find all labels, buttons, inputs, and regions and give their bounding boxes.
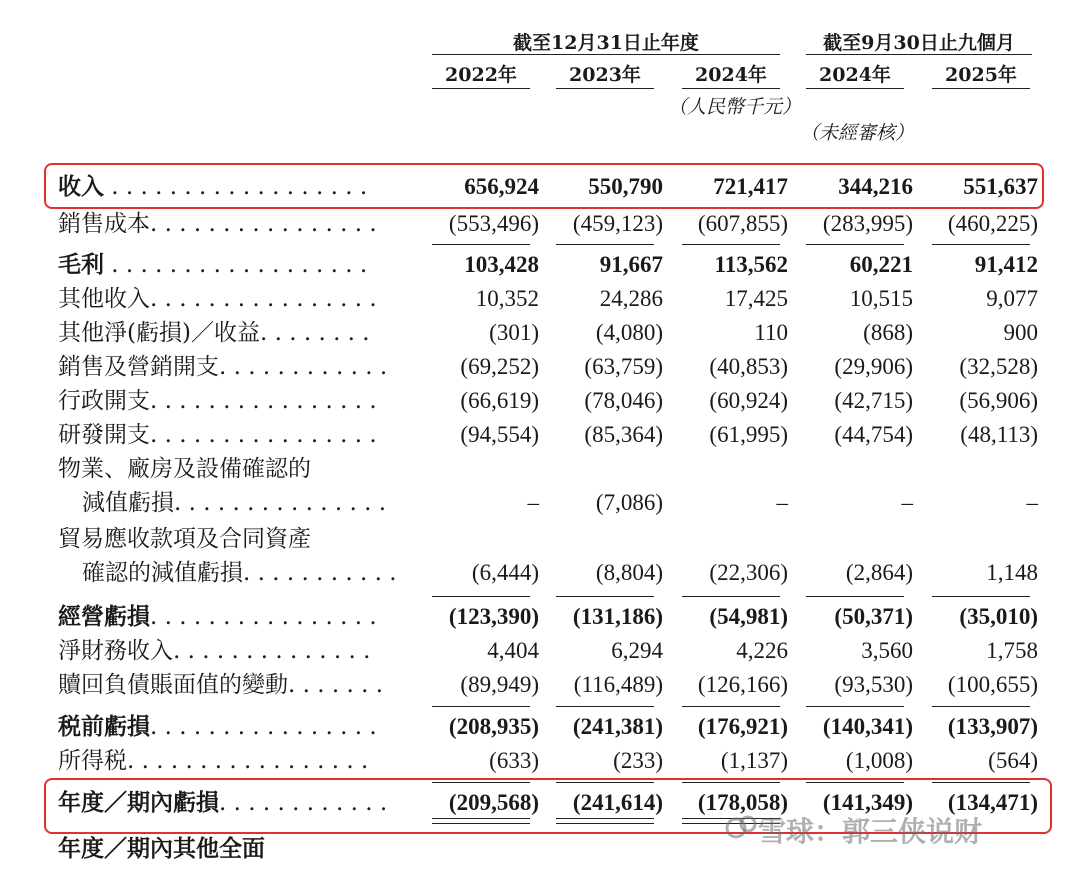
net-loss-rule-top-2 (556, 782, 654, 783)
cell-col-5: 900 (1003, 320, 1038, 345)
row-label (58, 710, 377, 744)
cell-col-3: (22,306) (709, 560, 788, 585)
table-row-receivables-impairment-header (0, 522, 1080, 556)
row-leader-dots: . . . . . . . . . . . . . . . . . (127, 748, 369, 774)
cell-col-4: 344,216 (838, 174, 913, 199)
row-label (58, 668, 383, 702)
cell-col-3: 110 (754, 320, 788, 345)
row-label-text: 税前虧損 (58, 713, 150, 740)
table-row-other-net-loss-gain (0, 316, 1080, 350)
row-label-text: 銷售成本 (58, 211, 150, 237)
cell-col-3: (126,166) (697, 672, 788, 697)
row-label (58, 418, 377, 452)
cell-col-5: (56,906) (959, 388, 1038, 413)
table-row-income-tax (0, 744, 1080, 778)
cell-col-3: (54,981) (709, 604, 788, 629)
cell-col-2: (7,086) (595, 490, 663, 515)
pretax-rule-4 (806, 706, 904, 707)
row-leader-dots: . . . . . . . . . . . . . . . (174, 490, 387, 516)
row-leader-dots: . . . . . . . . . . . . (219, 354, 388, 380)
header-fy-group: 截至12月31日止年度 (513, 32, 699, 54)
year-header-2025-9m: 2025年 (945, 64, 1017, 86)
table-row-net-finance-income (0, 634, 1080, 668)
header-fy-underline (432, 54, 780, 55)
year-header-2022: 2022年 (445, 64, 517, 86)
row-label-text: 贖回負債賬面值的變動 (58, 672, 288, 698)
year-underline-3 (682, 88, 780, 89)
row-label-text: 其他淨(虧損)／收益 (58, 320, 260, 346)
cell-col-2: (63,759) (584, 354, 663, 379)
cell-col-1: (301) (489, 320, 539, 345)
row-label-text: 經營虧損 (58, 603, 150, 630)
gross-profit-rule-4 (806, 244, 904, 245)
row-label (58, 350, 387, 384)
snowball-logo-icon (724, 812, 758, 842)
pretax-rule-5 (932, 706, 1030, 707)
row-leader-dots: . . . . . . . . . . . . . . . . (150, 388, 377, 414)
cell-col-4: (93,530) (834, 672, 913, 697)
unaudited-note: （未經審核） (800, 122, 915, 144)
cell-col-4: – (901, 490, 913, 515)
cell-col-5: 1,758 (986, 638, 1038, 663)
cell-col-1: (89,949) (460, 672, 539, 697)
cell-col-1: 4,404 (487, 638, 539, 663)
pretax-rule-1 (432, 706, 530, 707)
net-loss-double-rule-2a (556, 818, 654, 819)
row-label (58, 744, 368, 778)
cell-col-3: 4,226 (736, 638, 788, 663)
header-9m-group: 截至9月30日止九個月 (823, 32, 1015, 54)
row-label (58, 282, 377, 316)
pretax-rule-2 (556, 706, 654, 707)
watermark-text: 雪球：郭三侠说财 (758, 815, 983, 848)
cell-col-2: (78,046) (584, 388, 663, 413)
row-label-text: 其他收入 (58, 286, 150, 312)
table-row-ppe-impairment-loss (0, 486, 1080, 520)
cell-col-3: (176,921) (697, 714, 788, 739)
year-header-2024: 2024年 (695, 64, 767, 86)
cell-col-2: 91,667 (599, 252, 663, 277)
cell-col-3: 113,562 (714, 252, 788, 277)
cell-col-5: (35,010) (959, 604, 1038, 629)
year-header-2023: 2023年 (569, 64, 641, 86)
row-label-text: 減值虧損 (82, 490, 174, 516)
cell-col-1: – (527, 490, 539, 515)
cell-col-4: (50,371) (834, 604, 913, 629)
gross-profit-rule-2 (556, 244, 654, 245)
cell-col-1: (209,568) (448, 790, 539, 815)
cell-col-1: (553,496) (448, 211, 539, 236)
gross-profit-rule-1 (432, 244, 530, 245)
table-row-rnd-expenses (0, 418, 1080, 452)
row-label (58, 600, 377, 634)
cell-col-3: 721,417 (713, 174, 788, 199)
cell-col-2: (241,381) (572, 714, 663, 739)
cell-col-5: (100,655) (947, 672, 1038, 697)
row-label-text: 銷售及營銷開支 (58, 354, 219, 380)
row-label (58, 786, 387, 820)
cell-col-4: (868) (863, 320, 913, 345)
row-leader-dots: . . . . . . . . . . . . . . . . (150, 286, 377, 312)
row-leader-dots: . . . . . . . . . . . . . . . . (150, 422, 377, 448)
cell-col-1: (123,390) (448, 604, 539, 629)
row-label-text: 研發開支 (58, 422, 150, 448)
row-label (58, 634, 370, 668)
year-underline-1 (432, 88, 530, 89)
cell-col-4: (29,906) (834, 354, 913, 379)
net-loss-rule-top-4 (806, 782, 904, 783)
cell-col-4: (2,864) (845, 560, 913, 585)
cell-col-5: (564) (988, 748, 1038, 773)
net-loss-rule-top-3 (682, 782, 780, 783)
cell-col-3: (178,058) (697, 790, 788, 815)
row-label (58, 832, 265, 866)
cell-col-4: 10,515 (849, 286, 913, 311)
cell-col-5: (134,471) (947, 790, 1038, 815)
cell-col-5: (460,225) (947, 211, 1038, 236)
row-leader-dots: . . . . . . . . . . . . . . . . . . (104, 174, 368, 200)
year-underline-4 (806, 88, 904, 89)
cell-col-2: 6,294 (611, 638, 663, 663)
year-underline-2 (556, 88, 654, 89)
op-loss-rule-1 (432, 596, 530, 597)
cell-col-2: (131,186) (572, 604, 663, 629)
table-row-selling-marketing-expenses (0, 350, 1080, 384)
op-loss-rule-4 (806, 596, 904, 597)
cell-col-3: (607,855) (697, 211, 788, 236)
cell-col-4: (283,995) (822, 211, 913, 236)
cell-col-4: (140,341) (822, 714, 913, 739)
row-leader-dots: . . . . . . . (288, 672, 384, 698)
cell-col-4: (44,754) (834, 422, 913, 447)
net-loss-double-rule-2b (556, 823, 654, 824)
cell-col-1: (94,554) (460, 422, 539, 447)
cell-col-1: 10,352 (475, 286, 539, 311)
year-header-2024-9m: 2024年 (819, 64, 891, 86)
row-label (58, 248, 367, 282)
cell-col-2: (85,364) (584, 422, 663, 447)
table-row-revenue (0, 170, 1080, 204)
table-row-redemption-liability-change (0, 668, 1080, 702)
row-label (58, 384, 377, 418)
cell-col-2: (4,080) (595, 320, 663, 345)
cell-col-2: 550,790 (588, 174, 663, 199)
cell-col-5: (133,907) (947, 714, 1038, 739)
unit-note: （人民幣千元） (668, 96, 802, 118)
cell-col-1: (66,619) (460, 388, 539, 413)
table-row-receivables-impairment-loss (0, 556, 1080, 590)
header-9m-underline (806, 54, 1032, 55)
gross-profit-rule-3 (682, 244, 780, 245)
cell-col-4: (141,349) (822, 790, 913, 815)
cell-col-2: (233) (613, 748, 663, 773)
row-leader-dots: . . . . . . . . . . . . . . . . (150, 604, 377, 630)
row-leader-dots: . . . . . . . . . . . . . . (173, 638, 371, 664)
gross-profit-rule-5 (932, 244, 1030, 245)
row-label-text: 所得税 (58, 748, 127, 774)
cell-col-4: 60,221 (849, 252, 913, 277)
table-row-operating-loss (0, 600, 1080, 634)
row-label (58, 316, 370, 350)
row-leader-dots: . . . . . . . . . . . (243, 560, 397, 586)
cell-col-5: – (1026, 490, 1038, 515)
row-label (82, 556, 397, 590)
cell-col-2: (459,123) (572, 211, 663, 236)
cell-col-1: (633) (489, 748, 539, 773)
cell-col-4: (42,715) (834, 388, 913, 413)
year-underline-5 (932, 88, 1030, 89)
cell-col-2: (241,614) (572, 790, 663, 815)
cell-col-1: (69,252) (460, 354, 539, 379)
cell-col-2: (8,804) (595, 560, 663, 585)
cell-col-4: 3,560 (861, 638, 913, 663)
row-label-text: 確認的減值虧損 (82, 560, 243, 586)
pretax-rule-3 (682, 706, 780, 707)
cell-col-5: 551,637 (963, 174, 1038, 199)
cell-col-5: (48,113) (960, 422, 1038, 447)
row-label-text: 淨財務收入 (58, 638, 173, 664)
row-label-text: 年度／期內其他全面 (58, 835, 265, 862)
cell-col-4: (1,008) (845, 748, 913, 773)
cell-col-3: (40,853) (709, 354, 788, 379)
net-loss-double-rule-1a (432, 818, 530, 819)
cell-col-1: 656,924 (464, 174, 539, 199)
cell-col-5: 9,077 (986, 286, 1038, 311)
row-label-text: 物業、廠房及設備確認的 (58, 456, 311, 482)
row-leader-dots: . . . . . . . . (259, 320, 370, 346)
row-label (82, 486, 386, 520)
table-row-other-income (0, 282, 1080, 316)
cell-col-5: (32,528) (959, 354, 1038, 379)
op-loss-rule-2 (556, 596, 654, 597)
cell-col-3: (1,137) (720, 748, 788, 773)
row-label-text: 年度／期內虧損 (58, 789, 219, 816)
row-label (58, 452, 311, 486)
row-leader-dots: . . . . . . . . . . . . (219, 790, 388, 816)
cell-col-1: (208,935) (448, 714, 539, 739)
row-label (58, 170, 367, 204)
row-leader-dots: . . . . . . . . . . . . . . . . . . (104, 252, 368, 278)
row-leader-dots: . . . . . . . . . . . . . . . . (150, 714, 377, 740)
cell-col-3: (61,995) (709, 422, 788, 447)
row-label (58, 207, 377, 241)
table-row-gross-profit (0, 248, 1080, 282)
cell-col-1: (6,444) (471, 560, 539, 585)
table-row-admin-expenses (0, 384, 1080, 418)
row-label-text: 毛利 (58, 251, 104, 278)
row-leader-dots: . . . . . . . . . . . . . . . . (150, 211, 377, 237)
net-loss-rule-top-5 (932, 782, 1030, 783)
table-row-loss-before-tax (0, 710, 1080, 744)
cell-col-5: 91,412 (974, 252, 1038, 277)
net-loss-double-rule-1b (432, 823, 530, 824)
table-row-cost-of-sales (0, 207, 1080, 241)
op-loss-rule-3 (682, 596, 780, 597)
table-row-ppe-impairment-header (0, 452, 1080, 486)
cell-col-1: 103,428 (464, 252, 539, 277)
row-label-text: 貿易應收款項及合同資產 (58, 526, 311, 552)
cell-col-3: 17,425 (724, 286, 788, 311)
row-label-text: 收入 (58, 173, 104, 200)
cell-col-5: 1,148 (986, 560, 1038, 585)
cell-col-3: – (776, 490, 788, 515)
cell-col-2: 24,286 (599, 286, 663, 311)
net-loss-rule-top-1 (432, 782, 530, 783)
cell-col-3: (60,924) (709, 388, 788, 413)
row-label-text: 行政開支 (58, 388, 150, 414)
row-label (58, 522, 311, 556)
op-loss-rule-5 (932, 596, 1030, 597)
cell-col-2: (116,489) (573, 672, 663, 697)
